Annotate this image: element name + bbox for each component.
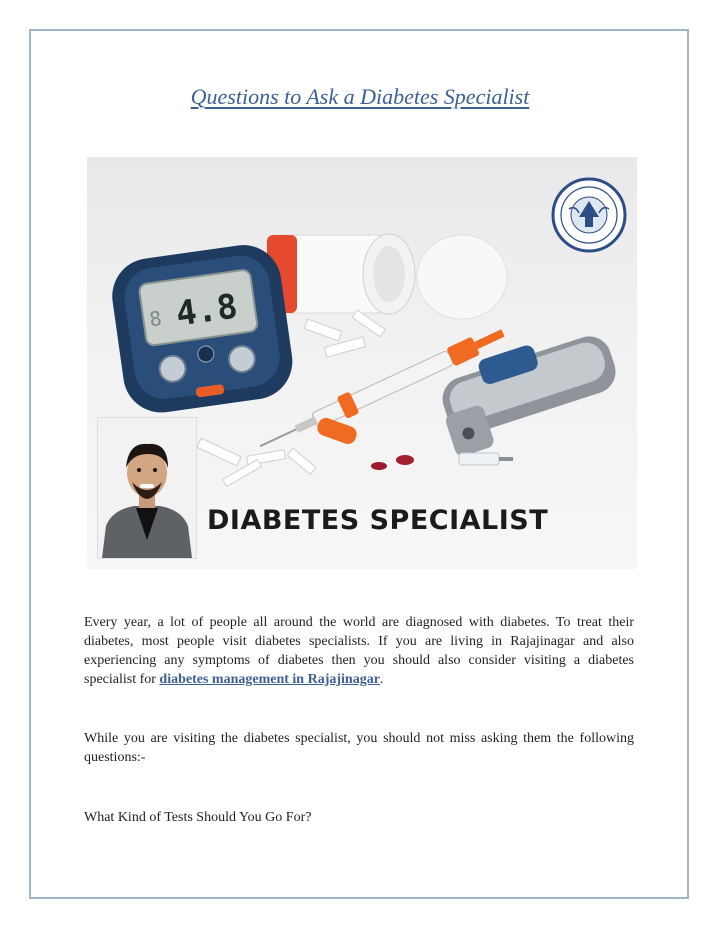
meter-small-digit: 8 [147,305,164,332]
lancet-needle [459,453,513,465]
lancet-device [431,321,627,458]
syringe-cap [315,416,359,447]
doctor-portrait [97,417,197,559]
blood-drop [371,462,387,470]
intro-text: Every year, a lot of people all around the world are diagnosed with diabetes. To treat their diabetes, most people visit diabetes specialists. If you are living in Rajajinagar and also experiencing any symptoms of diabetes then you should also consider visiting a diabetes specialist for [84,615,634,687]
intro-text-end: . [379,672,384,687]
pill-bottle [267,234,507,319]
diabetes-management-link[interactable]: diabetes management in Rajajinagar [159,672,380,687]
banner-text: DIABETES SPECIALIST [207,505,549,536]
intro-paragraph [84,613,634,689]
blood-drop [396,455,414,465]
glucose-meter [107,240,297,417]
clinic-seal-logo [553,179,625,251]
meter-reading: 4.8 [173,286,240,335]
hero-image [87,157,637,569]
question-heading: What Kind of Tests Should You Go For? [84,810,312,825]
page-title: Questions to Ask a Diabetes Specialist [190,84,530,109]
questions-intro-paragraph: While you are visiting the diabetes specialist, you should not miss asking them the following questions:- [84,731,634,765]
